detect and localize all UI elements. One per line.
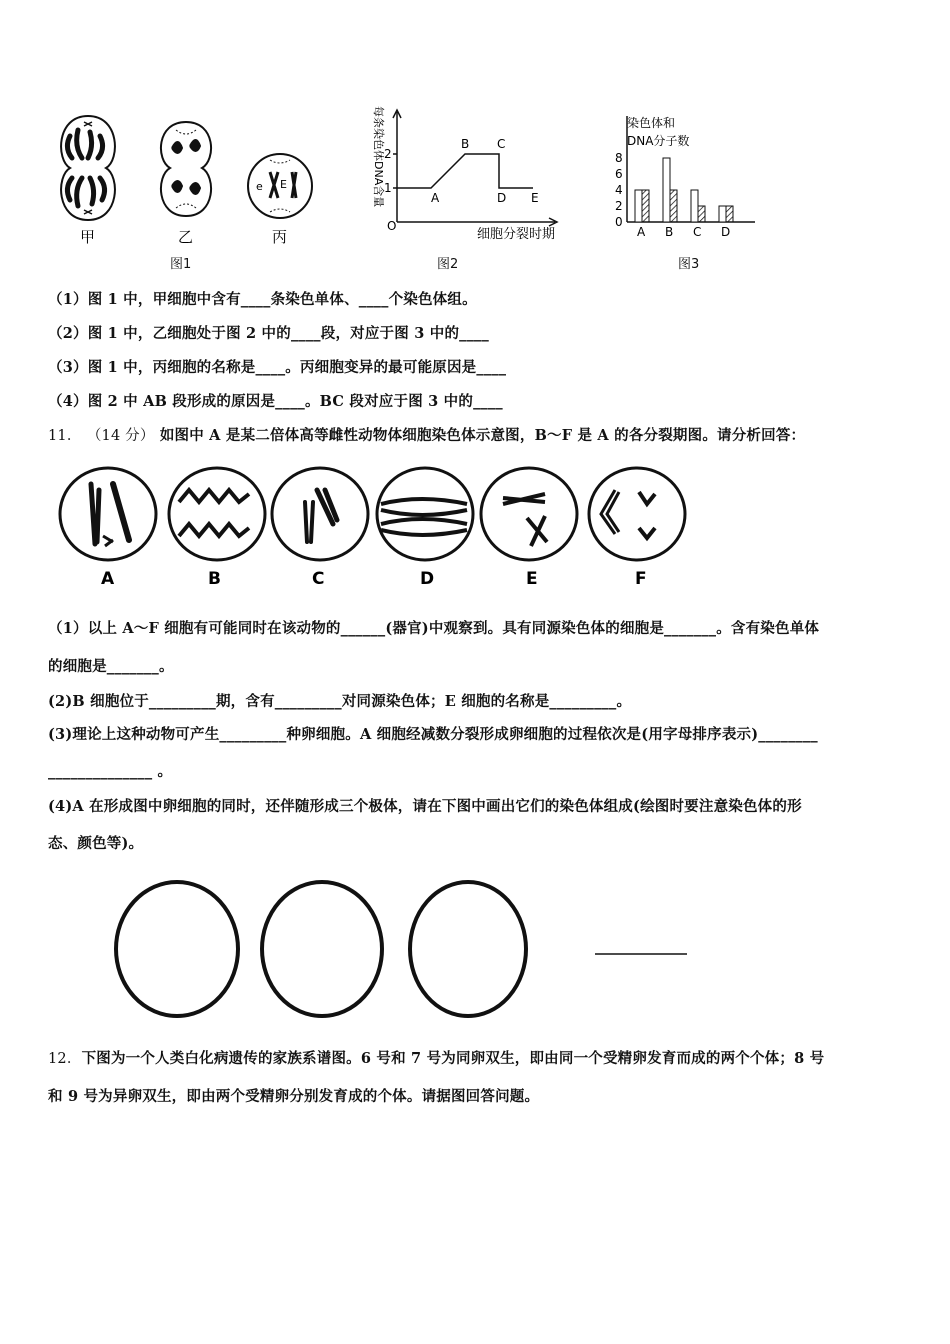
figure3-y-tick-label: 0 <box>615 215 623 229</box>
cell-D <box>377 468 473 560</box>
figure3-bar-chromosome <box>719 206 726 222</box>
q10-line-3: （3）图 1 中，丙细胞的名称是____。丙细胞变异的最可能原因是____ <box>48 359 507 376</box>
figure3-bar-dna <box>670 190 677 222</box>
cell-bing-label-E: E <box>280 178 287 191</box>
q11-score: （14 分） <box>86 428 155 444</box>
figure3-bar-dna <box>698 206 705 222</box>
cell-B <box>169 468 265 560</box>
cell-bing-label: 丙 <box>272 228 288 246</box>
cell-bing-label-e: e <box>256 180 263 193</box>
drawing-circle-2[interactable] <box>262 882 382 1016</box>
cell-A-label: A <box>101 569 115 589</box>
figure2-caption: 图2 <box>437 257 459 272</box>
figure3-bar-dna <box>642 190 649 222</box>
drawing-circle-3[interactable] <box>410 882 526 1016</box>
figure2-ylabel: 每条染色体DNA含量 <box>372 106 385 208</box>
figure3-x-tick-label: B <box>665 225 674 239</box>
q10-line-2: （2）图 1 中，乙细胞处于图 2 中的____段，对应于图 3 中的____ <box>48 325 489 342</box>
figure3-bar-chromosome <box>663 158 670 222</box>
figure3-y-tick-label: 8 <box>615 151 623 165</box>
q11-number: 11． <box>48 428 82 444</box>
figure3-ylabel-line1: 染色体和 <box>627 116 676 130</box>
cell-A <box>60 468 156 560</box>
figure2-point-label: E <box>531 191 539 205</box>
q11-line-4: (3)理论上这种动物可产生_________种卵细胞。A 细胞经减数分裂形成卵细胞的过程依次是(用字母排序表示)________ <box>48 726 818 743</box>
q11-line-1: （1）以上 A～F 细胞有可能同时在该动物的______(器官)中观察到。具有同源染色体的细胞是_______。含有染色单体 <box>48 620 820 637</box>
figure3-chart <box>605 112 770 247</box>
cell-jia <box>61 116 115 220</box>
cell-bing <box>248 154 312 218</box>
figure2-origin: O <box>387 219 397 233</box>
figure3-bar-chromosome <box>635 190 642 222</box>
figure2-point-label: C <box>497 137 506 151</box>
figure3-y-tick-label: 6 <box>615 167 623 181</box>
cell-C-label: C <box>312 569 325 589</box>
cell-F-label: F <box>635 569 647 589</box>
figure3-x-tick-label: D <box>721 225 731 239</box>
figure3-x-tick-label: C <box>693 225 702 239</box>
q11-stem <box>48 424 805 445</box>
q11-line-6: (4)A 在形成图中卵细胞的同时，还伴随形成三个极体，请在下图中画出它们的染色体组成(绘图时要注意染色体的形 <box>48 798 802 815</box>
q11-line-2: 的细胞是_______。 <box>48 658 174 675</box>
cell-C <box>272 468 368 560</box>
figure2-point-label: D <box>497 191 507 205</box>
figure1-caption: 图1 <box>170 257 192 272</box>
cell-E <box>481 468 577 560</box>
q12-line-1 <box>48 1047 824 1068</box>
cell-jia-label: 甲 <box>80 228 96 246</box>
figure3-y-tick-label: 2 <box>615 199 623 213</box>
q12-line-1-text: 下图为一个人类白化病遗传的家族系谱图。6 号和 7 号为同卵双生，即由同一个受精卵发育而成的两个个体；8 号 <box>81 1050 825 1067</box>
figure2-point-label: B <box>461 137 470 151</box>
figure2-series-line <box>397 154 533 188</box>
cell-B-label: B <box>208 569 221 589</box>
q10-line-4: （4）图 2 中 AB 段形成的原因是____。BC 段对应于图 3 中的____ <box>48 393 503 410</box>
figure2-chart <box>355 100 585 250</box>
figure3-bar-chromosome <box>691 190 698 222</box>
figure2-y-tick-label: 2 <box>384 147 392 161</box>
figure3-caption: 图3 <box>678 257 700 272</box>
cell-F <box>589 468 685 560</box>
figure2-y-tick-label: 1 <box>384 181 392 195</box>
cell-yi-label: 乙 <box>178 228 194 246</box>
q11-line-3: (2)B 细胞位于_________期，含有_________对同源染色体；E 细胞的名称是_________。 <box>48 693 632 710</box>
figure2-xlabel: 细胞分裂时期 <box>477 227 556 242</box>
drawing-circle-1[interactable] <box>116 882 238 1016</box>
figure2-point-label: A <box>431 191 440 205</box>
q11-line-5: ______________ 。 <box>48 763 173 780</box>
q12-line-2: 和 9 号为异卵双生，即由两个受精卵分别发育成的个体。请据图回答问题。 <box>48 1088 540 1105</box>
polar-body-drawing-area <box>110 876 700 1026</box>
figure3-x-tick-label: A <box>637 225 646 239</box>
q11-line-7: 态、颜色等)。 <box>48 835 144 852</box>
figure-q11-cells <box>55 462 695 590</box>
q11-stem-text: 如图中 A 是某二倍体高等雌性动物体细胞染色体示意图，B～F 是 A 的各分裂期图。请分析回答： <box>159 427 806 444</box>
figure3-bar-dna <box>726 206 733 222</box>
q12-number: 12． <box>48 1051 82 1067</box>
figure3-y-tick-label: 4 <box>615 183 623 197</box>
figure1-cells <box>48 108 328 248</box>
cell-D-label: D <box>420 569 435 589</box>
q10-line-1: （1）图 1 中，甲细胞中含有____条染色单体、____个染色体组。 <box>48 291 477 308</box>
cell-E-label: E <box>526 569 538 589</box>
figure3-ylabel-line2: DNA分子数 <box>627 134 690 148</box>
cell-yi <box>161 122 211 216</box>
